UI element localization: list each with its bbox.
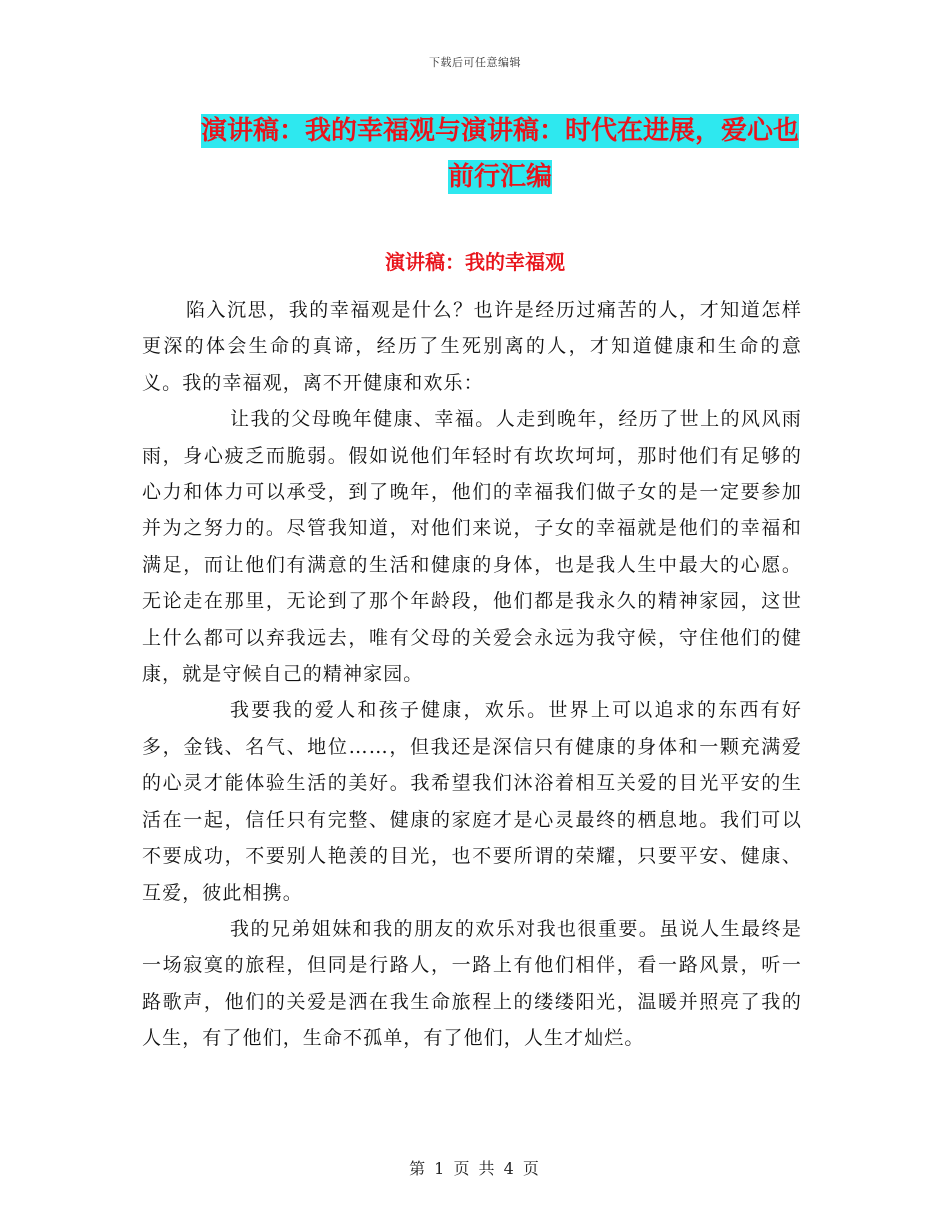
page-number: 第 1 页 共 4 页: [409, 1159, 541, 1178]
document-title-line-1: 演讲稿：我的幸福观与演讲稿：时代在进展，爱心也: [200, 116, 799, 146]
paragraph: 让我的父母晚年健康、幸福。人走到晚年，经历了世上的风风雨雨，身心疲乏而脆弱。假如说他们年轻时有坎坎坷坷，那时他们有足够的心力和体力可以承受，到了晚年，他们的幸福我们做子女的是一定要参加并为之努力的。尽管我知道，对他们来说，子女的幸福就是他们的幸福和满足，而让他们有满意的生活和健康的身体，也是我人生中最大的心愿。无论走在那里，无论到了那个年龄段，他们都是我永久的精神家园，这世上什么都可以弃我远去，唯有父母的关爱会永远为我守候，守住他们的健康，就是守候自己的精神家园。: [142, 408, 802, 686]
header-note: 下载后可任意编辑: [429, 56, 521, 69]
document-title-line-2: 前行汇编: [447, 162, 552, 192]
section-heading: 演讲稿：我的幸福观: [385, 250, 565, 274]
document-title: [150, 108, 850, 200]
body-text: [142, 292, 802, 1057]
paragraph: 我的兄弟姐妹和我的朋友的欢乐对我也很重要。虽说人生最终是一场寂寞的旅程，但同是行路人，一路上有他们相伴，看一路风景，听一路歌声，他们的关爱是洒在我生命旅程上的缕缕阳光，温暖并照亮了我的人生，有了他们，生命不孤单，有了他们，人生才灿烂。: [142, 917, 802, 1050]
paragraph: 陷入沉思，我的幸福观是什么？也许是经历过痛苦的人，才知道怎样更深的体会生命的真谛，经历了生死别离的人，才知道健康和生命的意义。我的幸福观，离不开健康和欢乐：: [142, 299, 802, 394]
paragraph: 我要我的爱人和孩子健康，欢乐。世界上可以追求的东西有好多，金钱、名气、地位……，但我还是深信只有健康的身体和一颗充满爱的心灵才能体验生活的美好。我希望我们沐浴着相互关爱的目光平安的生活在一起，信任只有完整、健康的家庭才是心灵最终的栖息地。我们可以不要成功，不要别人艳羡的目光，也不要所谓的荣耀，只要平安、健康、互爱，彼此相携。: [142, 699, 802, 904]
